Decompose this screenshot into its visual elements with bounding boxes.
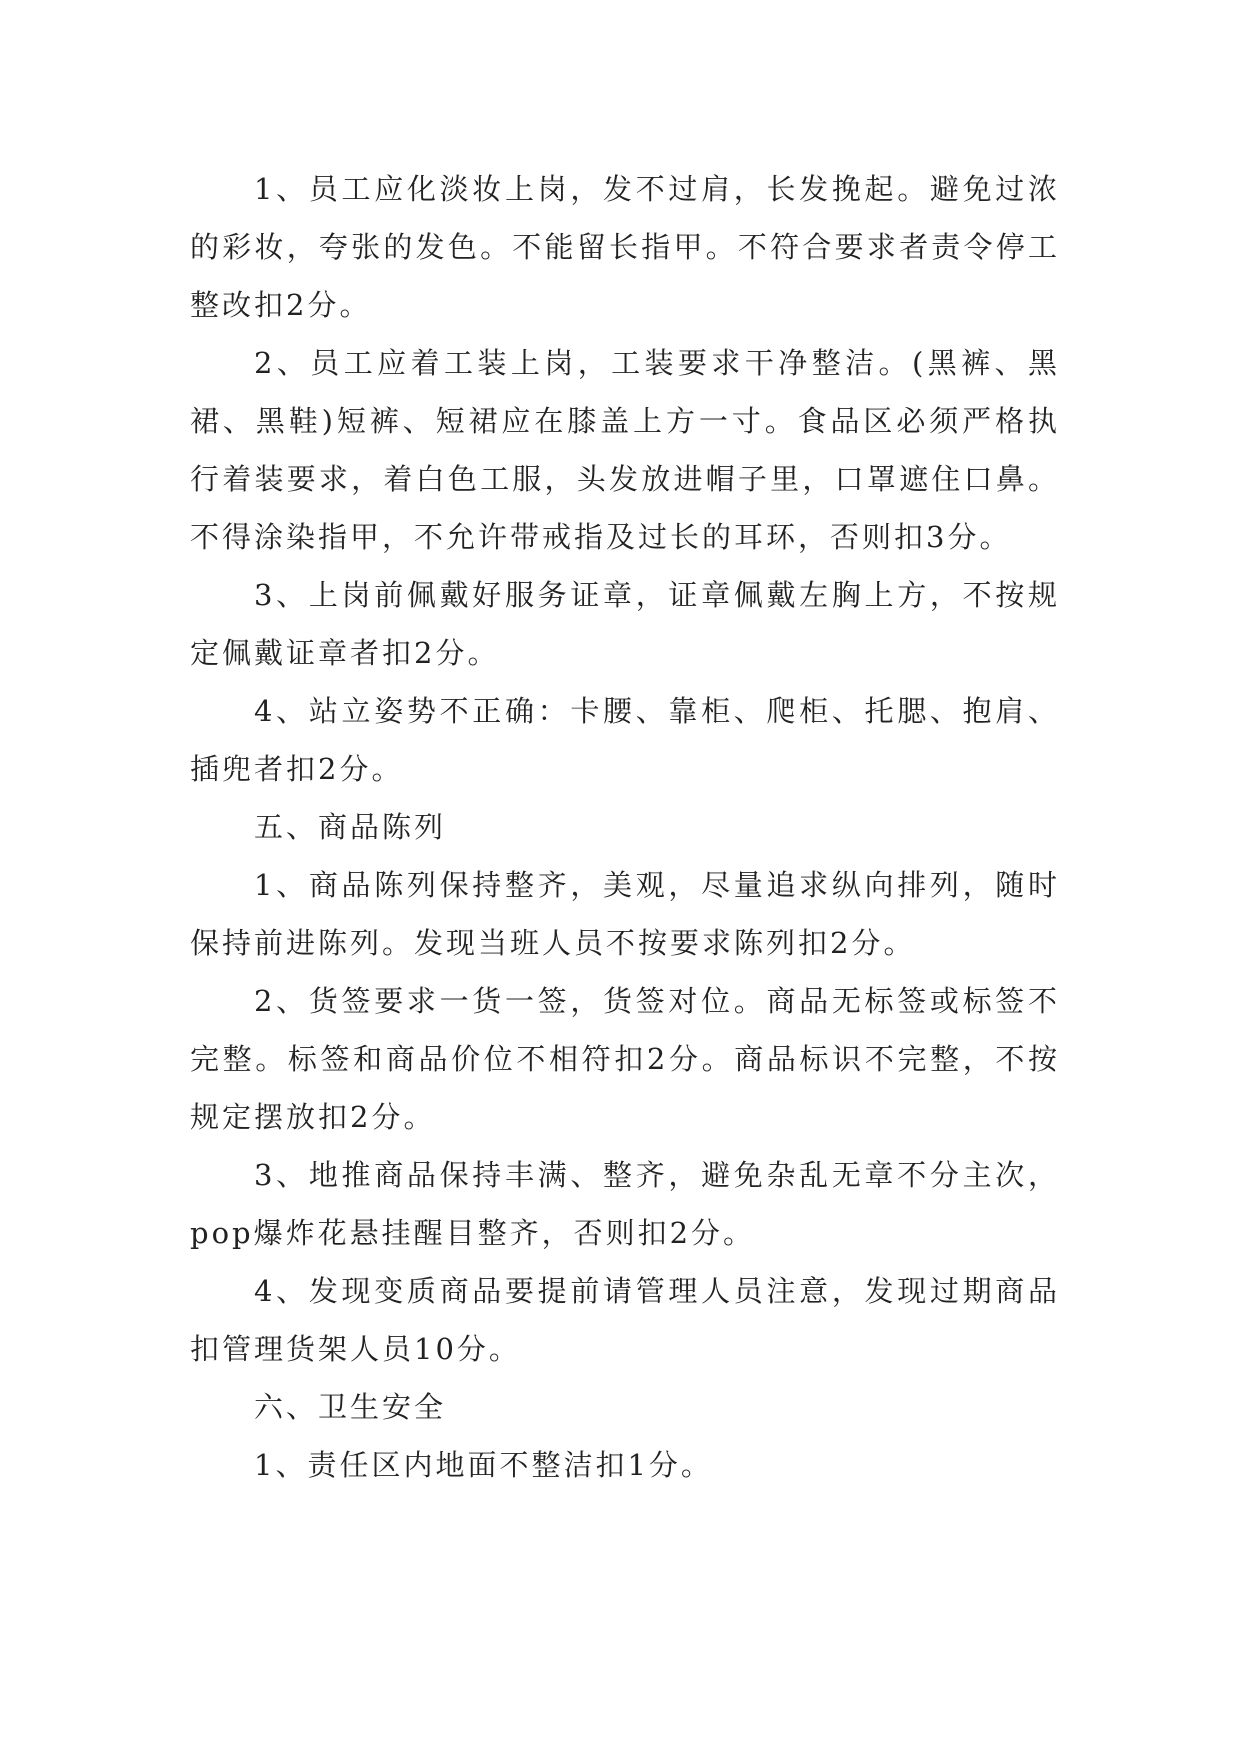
rule-floor-clean: 1、责任区内地面不整洁扣1分。: [254, 1448, 713, 1482]
rule-appearance-makeup: 1、员工应化淡妆上岗，发不过肩，长发挽起。避免过浓的彩妆，夸张的发色。不能留长指甲。不符合要求者责令停工整改扣2分。: [190, 172, 1060, 322]
rule-floor-display: 3、地推商品保持丰满、整齐，避免杂乱无章不分主次，pop爆炸花悬挂醒目整齐，否则扣2分。: [190, 1158, 1060, 1250]
document-body: [190, 160, 1060, 1494]
section-heading-hygiene-safety: 六、卫生安全: [254, 1390, 447, 1424]
rule-uniform: 2、员工应着工装上岗，工装要求干净整洁。(黑裤、黑裙、黑鞋)短裤、短裙应在膝盖上方一寸。食品区必须严格执行着装要求，着白色工服，头发放进帽子里，口罩遮住口鼻。不得涂染指甲，不允许带戒指及过长的耳环，否则扣3分。: [190, 346, 1060, 554]
rule-display-order: 1、商品陈列保持整齐，美观，尽量追求纵向排列，随时保持前进陈列。发现当班人员不按要求陈列扣2分。: [190, 868, 1060, 960]
rule-expired-goods: 4、发现变质商品要提前请管理人员注意，发现过期商品扣管理货架人员10分。: [190, 1274, 1060, 1366]
rule-badge: 3、上岗前佩戴好服务证章，证章佩戴左胸上方，不按规定佩戴证章者扣2分。: [190, 578, 1060, 670]
rule-posture: 4、站立姿势不正确：卡腰、靠柜、爬柜、托腮、抱肩、插兜者扣2分。: [190, 694, 1060, 786]
rule-price-tags: 2、货签要求一货一签，货签对位。商品无标签或标签不完整。标签和商品价位不相符扣2分。商品标识不完整，不按规定摆放扣2分。: [190, 984, 1060, 1134]
section-heading-merchandise: 五、商品陈列: [254, 810, 447, 844]
